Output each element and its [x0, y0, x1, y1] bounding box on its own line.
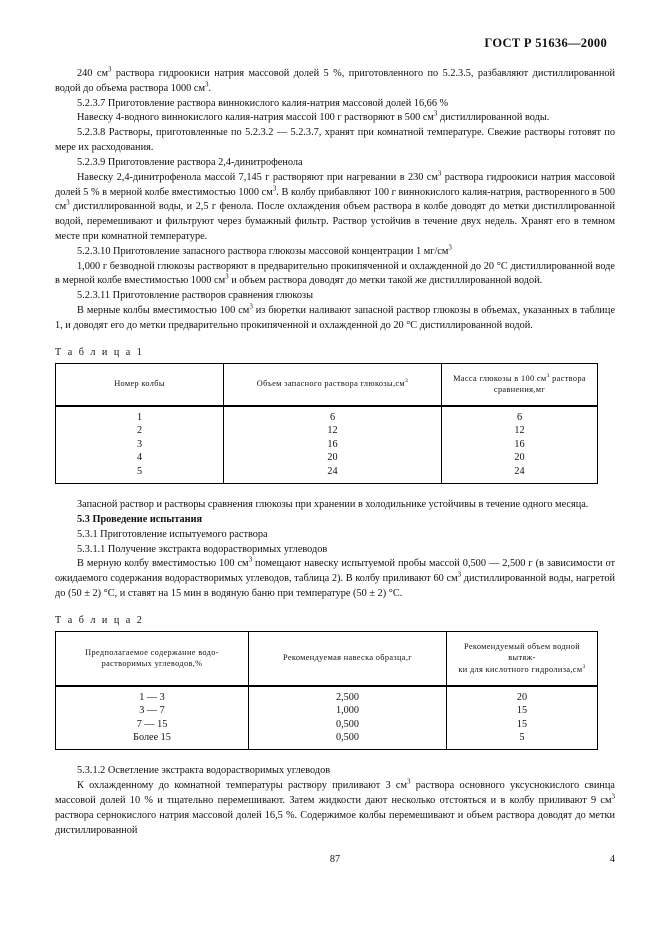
table2-caption: Т а б л и ц а 2 [55, 614, 144, 626]
document-body [55, 67, 615, 334]
table1-flask-2: 2 [136, 425, 143, 437]
table2-content-3: 7 — 15 [136, 718, 168, 730]
table2-col-extract-volume: Рекомендуемый объем водной вытяж- ки для кислотного $гидролиза,см^3$ [447, 631, 598, 685]
table1-mass-3: 16 [514, 438, 525, 450]
table1-volume-2: 12 [327, 425, 338, 437]
paragraph-5-2-3-10: 1,000 г безводной глюкозы растворяют в предварительно прокипяченной и охлажденной до 20 °С дистиллированной воде в мерной колбе вместимостью 1000 $см^3$ и объем раствора доводят до метки такой же дистиллированной водой. [55, 260, 615, 287]
paragraph-storage: Запасной раствор и растворы сравнения глюкозы при хранении в холодильнике устойчивы в течение одного месяца. [77, 499, 589, 511]
table2-volume-1: 20 [516, 691, 528, 703]
table1-flask-1: 1 [136, 411, 143, 423]
table2-weight-2: 1,000 [336, 705, 359, 717]
table1-mass-5: 24 [514, 465, 525, 477]
table1-mass-4: 20 [514, 452, 525, 464]
table2-header-row [56, 631, 598, 685]
heading-5-2-3-11: 5.2.3.11 Приготовление растворов сравнения глюкозы [77, 290, 314, 302]
table1-col-flask-number: Номер колбы [56, 363, 224, 406]
heading-5-2-3-9: 5.2.3.9 Приготовление раствора 2,4-динитрофенола [77, 156, 303, 168]
table2-content-1: 1 — 3 [139, 691, 165, 703]
table1-volume-3: 16 [327, 438, 338, 450]
table-recommended-sample-weights [55, 631, 598, 751]
table1-volume-5: 24 [327, 465, 338, 477]
table1-cell-flask [56, 406, 224, 484]
table1-flask-3: 3 [136, 438, 143, 450]
table2-content-4: Более 15 [133, 731, 171, 743]
table2-content-2: 3 — 7 [139, 705, 165, 717]
heading-5-3-1-1: 5.3.1.1 Получение экстракта водорастворимых углеводов [77, 543, 328, 555]
table-row [56, 406, 598, 484]
heading-5-2-3-10: 5.2.3.10 Приготовление запасного раствора глюкозы массовой концентрации 1 $мг/см^3$ [77, 243, 452, 257]
table1-flask-5: 5 [136, 465, 143, 477]
document-body-3 [55, 764, 615, 838]
page-footer [55, 854, 615, 868]
table2-col-expected-content: Предполагаемое содержание водо- растворимых углеводов,% [56, 631, 249, 685]
table1-caption: Т а б л и ц а 1 [55, 346, 144, 358]
table2-weight-3: 0,500 [336, 718, 359, 730]
table1-cell-volume [224, 406, 442, 484]
table1-col-glucose-mass: Масса глюкозы в 100 $см^3$ раствора сравнения,мг [442, 363, 598, 406]
table1-cell-mass [442, 406, 598, 484]
table2-weight-1: 2,500 [336, 691, 359, 703]
paragraph-5-3-1-2: К охлажденному до комнатной температуры раствору приливают 3 $см^3$ раствора основного уксуснокислого свинца массовой долей 10 % и тщательно перемешивают. Затем жидкости дают несколько отстояться и в колбу приливают 9 $см^3$ раствора сернокислого натрия массовой долей 16,5 %. Содержимое колбы перемешивают и объем раствора доводят до метки дистиллированной [55, 777, 615, 836]
heading-5-2-3-7: 5.2.3.7 Приготовление раствора виннокислого калия-натрия массовой долей 16,66 % [77, 97, 449, 109]
paragraph-5-2-3-9: Навеску 2,4-динитрофенола массой 7,145 г растворяют при нагревании в 230 $см^3$ раствора гидроокиси натрия массовой долей 5 % в мерной колбе вместимостью 1000 $см^3$. В колбу прибавляют 100 г виннокислого калия-натрия, растворенного в 500 $см^3$ дистиллированной воды, и 2,5 г фенола. После охлаждения объем раствора в колбе доводят до метки дистиллированной водой, перемешивают и фильтруют через бумажный фильтр. Раствор устойчив в течение двух недель. Хранят его в темном месте при комнатной температуре. [55, 169, 615, 242]
paragraph-5-2-3-6-cont: 240 $см^3$ раствора гидроокиси натрия массовой долей 5 %, приготовленного по 5.2.3.5, разбавляют дистиллированной водой до объема раствора 1000 $см^3$. [55, 65, 615, 94]
table-row [56, 686, 598, 750]
table1-flask-4: 4 [136, 452, 143, 464]
table2-volume-4: 5 [519, 731, 525, 743]
table1-volume-1: 6 [329, 411, 336, 423]
table2-volume-2: 15 [516, 705, 528, 717]
table1-col-stock-volume: Объем запасного раствора $глюкозы,см^3$ [224, 363, 442, 406]
table1-volume-4: 20 [327, 452, 338, 464]
standard-header: ГОСТ Р 51636—2000 [484, 36, 607, 50]
heading-5-3-1: 5.3.1 Приготовление испытуемого раствора [77, 528, 268, 540]
table2-weight-4: 0,500 [336, 731, 359, 743]
table2-cell-content [56, 686, 249, 750]
table1-header-row [56, 363, 598, 406]
table2-cell-volume [447, 686, 598, 750]
table2-volume-3: 15 [516, 718, 528, 730]
paragraph-5-2-3-7: Навеску 4-водного виннокислого калия-натрия массой 100 г растворяют в 500 $см^3$ дистиллированной воды. [77, 110, 550, 124]
page-number: 87 [329, 854, 341, 865]
table1-mass-1: 6 [516, 411, 523, 423]
heading-5-3: 5.3 Проведение испытания [77, 513, 203, 525]
table2-cell-weight [249, 686, 447, 750]
sheet-number: 4 [609, 854, 615, 865]
table1-mass-2: 12 [514, 425, 525, 437]
table2-col-sample-weight: Рекомендуемая навеска образца,г [249, 631, 447, 685]
paragraph-5-2-3-11: В мерные колбы вместимостью 100 $см^3$ из бюретки наливают запасной раствор глюкозы в объемах, указанных в таблице 1, и доводят его до метки предварительно прокипяченной и охлажденной до 20 °С дистиллированной водой. [55, 302, 616, 331]
heading-5-3-1-2: 5.3.1.2 Осветление экстракта водорастворимых углеводов [77, 765, 331, 777]
paragraph-5-3-1-1: В мерную колбу вместимостью 100 $см^3$ помещают навеску испытуемой пробы массой 0,500 — 2,500 г (в зависимости от ожидаемого содержания водорастворимых углеводов, таблица 2). В колбу приливают 60 $см^3$ дистиллированной воды, нагретой до (50 ± 2) °С, и ставят на 15 мин в водяную баню при температуре (50 ± 2) °С. [55, 555, 615, 599]
table-glucose-reference-solutions [55, 363, 598, 484]
document-body-2 [55, 498, 615, 602]
paragraph-5-2-3-8: 5.2.3.8 Растворы, приготовленные по 5.2.3.2 — 5.2.3.7, хранят при комнатной температуре. Свежие растворы готовят по мере их расходования. [55, 127, 615, 154]
